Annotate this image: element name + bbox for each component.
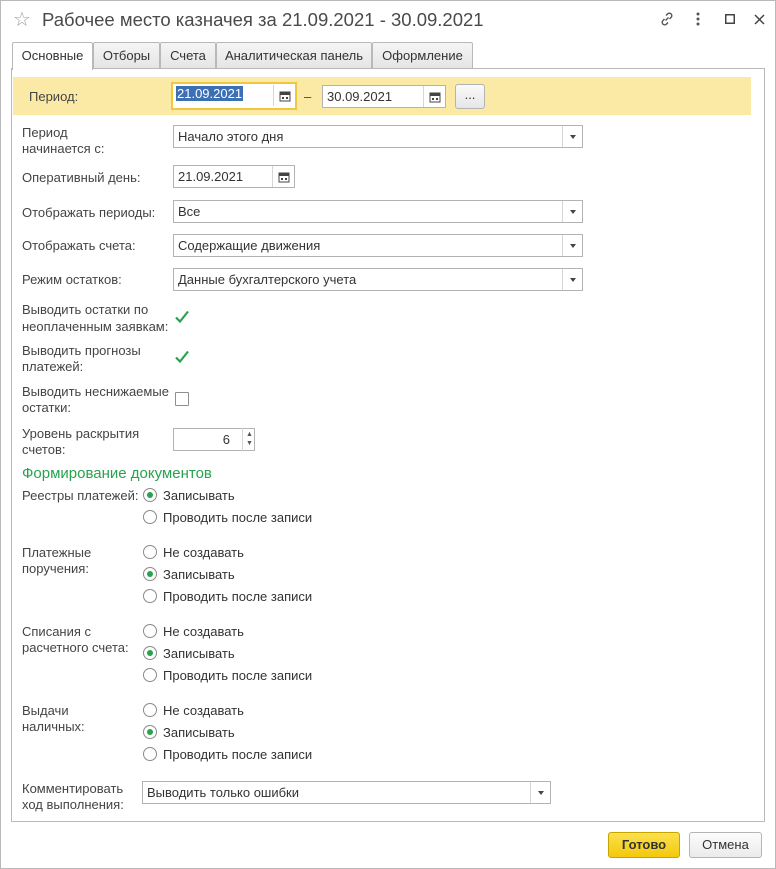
cash-option-write: Записывать (163, 725, 235, 740)
tab-main[interactable]: Основные (12, 42, 93, 70)
period-start-select[interactable]: Начало этого дня (173, 125, 583, 148)
period-to-field[interactable]: 30.09.2021 (322, 85, 446, 108)
tab-filters[interactable]: Отборы (93, 42, 160, 69)
comment-label-2: ход выполнения: (22, 797, 124, 812)
tab-analytics-panel[interactable]: Аналитическая панель (216, 42, 372, 69)
section-title: Формирование документов (22, 465, 212, 482)
registers-radio-write[interactable] (143, 488, 157, 502)
period-label: Период: (29, 89, 79, 104)
writeoffs-option-none: Не создавать (163, 624, 244, 639)
level-label-1: Уровень раскрытия (22, 426, 140, 441)
writeoffs-radio-write[interactable] (143, 646, 157, 660)
unpaid-label-2: неоплаченным заявкам: (22, 319, 169, 334)
period-from-value: 21.09.2021 (177, 86, 243, 101)
writeoffs-radio-post[interactable] (143, 668, 157, 682)
payments-option-write: Записывать (163, 567, 235, 582)
balance-mode-select[interactable]: Данные бухгалтерского учета (173, 268, 583, 291)
payments-option-post: Проводить после записи (163, 589, 313, 604)
level-field[interactable]: 6 (173, 428, 255, 451)
cash-radio-write[interactable] (143, 725, 157, 739)
ok-button[interactable]: Готово (608, 832, 680, 858)
unpaid-label-1: Выводить остатки по (22, 302, 149, 317)
period-select-button[interactable]: ... (455, 84, 485, 109)
chevron-down-icon[interactable] (562, 201, 582, 222)
chevron-down-icon[interactable] (562, 235, 582, 256)
window-title: Рабочее место казначея за 21.09.2021 - 30.09.2021 (42, 9, 484, 30)
tab-accounts[interactable]: Счета (160, 42, 216, 69)
checkmark-icon (174, 349, 190, 365)
payments-option-none: Не создавать (163, 545, 244, 560)
writeoffs-label-2: расчетного счета: (22, 640, 129, 655)
writeoffs-label-1: Списания с (22, 624, 92, 639)
operday-label: Оперативный день: (22, 170, 141, 185)
irreducible-label-1: Выводить неснижаемые (22, 384, 169, 399)
unpaid-checkbox[interactable] (174, 309, 190, 325)
chevron-down-icon[interactable] (562, 126, 582, 147)
irreducible-checkbox[interactable] (175, 392, 189, 406)
irreducible-label-2: остатки: (22, 400, 71, 415)
level-spinner[interactable] (242, 428, 254, 451)
registers-option-write: Записывать (163, 488, 235, 503)
cash-label-2: наличных: (22, 719, 85, 734)
tab-appearance[interactable]: Оформление (372, 42, 473, 69)
chevron-down-icon[interactable] (530, 782, 550, 803)
payments-label-1: Платежные (22, 545, 92, 560)
period-start-label-2: начинается с: (22, 141, 105, 156)
checkmark-icon (174, 309, 190, 325)
star-icon[interactable]: ☆ (13, 9, 31, 31)
registers-label: Реестры платежей: (22, 488, 139, 503)
cash-option-post: Проводить после записи (163, 747, 313, 762)
forecast-label-2: платежей: (22, 359, 84, 374)
forecast-label-1: Выводить прогнозы (22, 343, 141, 358)
payments-radio-write[interactable] (143, 567, 157, 581)
comment-select[interactable]: Выводить только ошибки (142, 781, 551, 804)
link-icon[interactable] (657, 9, 677, 29)
writeoffs-radio-none[interactable] (143, 624, 157, 638)
period-dash: – (304, 89, 312, 104)
balance-mode-label: Режим остатков: (22, 272, 122, 287)
writeoffs-option-post: Проводить после записи (163, 668, 313, 683)
level-label-2: счетов: (22, 442, 66, 457)
period-to-calendar-icon[interactable] (423, 86, 445, 107)
show-periods-select[interactable]: Все (173, 200, 583, 223)
payments-radio-none[interactable] (143, 545, 157, 559)
payments-radio-post[interactable] (143, 589, 157, 603)
chevron-down-icon[interactable] (562, 269, 582, 290)
show-periods-label: Отображать периоды: (22, 205, 156, 220)
registers-option-post: Проводить после записи (163, 510, 313, 525)
title-bar (1, 1, 775, 37)
cash-radio-none[interactable] (143, 703, 157, 717)
period-start-label-1: Период (22, 125, 68, 140)
comment-label-1: Комментировать (22, 781, 124, 796)
cash-option-none: Не создавать (163, 703, 244, 718)
registers-radio-post[interactable] (143, 510, 157, 524)
more-icon[interactable] (688, 9, 708, 29)
cash-label-1: Выдачи (22, 703, 69, 718)
cancel-button[interactable]: Отмена (689, 832, 762, 858)
operday-field[interactable]: 21.09.2021 (173, 165, 295, 188)
maximize-icon[interactable] (720, 9, 740, 29)
writeoffs-option-write: Записывать (163, 646, 235, 661)
spin-up-icon[interactable]: ▲ (246, 431, 253, 438)
show-accounts-select[interactable]: Содержащие движения (173, 234, 583, 257)
period-from-calendar-icon[interactable] (273, 85, 295, 106)
forecast-checkbox[interactable] (174, 349, 190, 365)
close-icon[interactable] (749, 9, 769, 29)
cash-radio-post[interactable] (143, 747, 157, 761)
spin-down-icon[interactable]: ▼ (246, 440, 253, 447)
show-accounts-label: Отображать счета: (22, 238, 136, 253)
operday-calendar-icon[interactable] (272, 166, 294, 187)
payments-label-2: поручения: (22, 561, 89, 576)
